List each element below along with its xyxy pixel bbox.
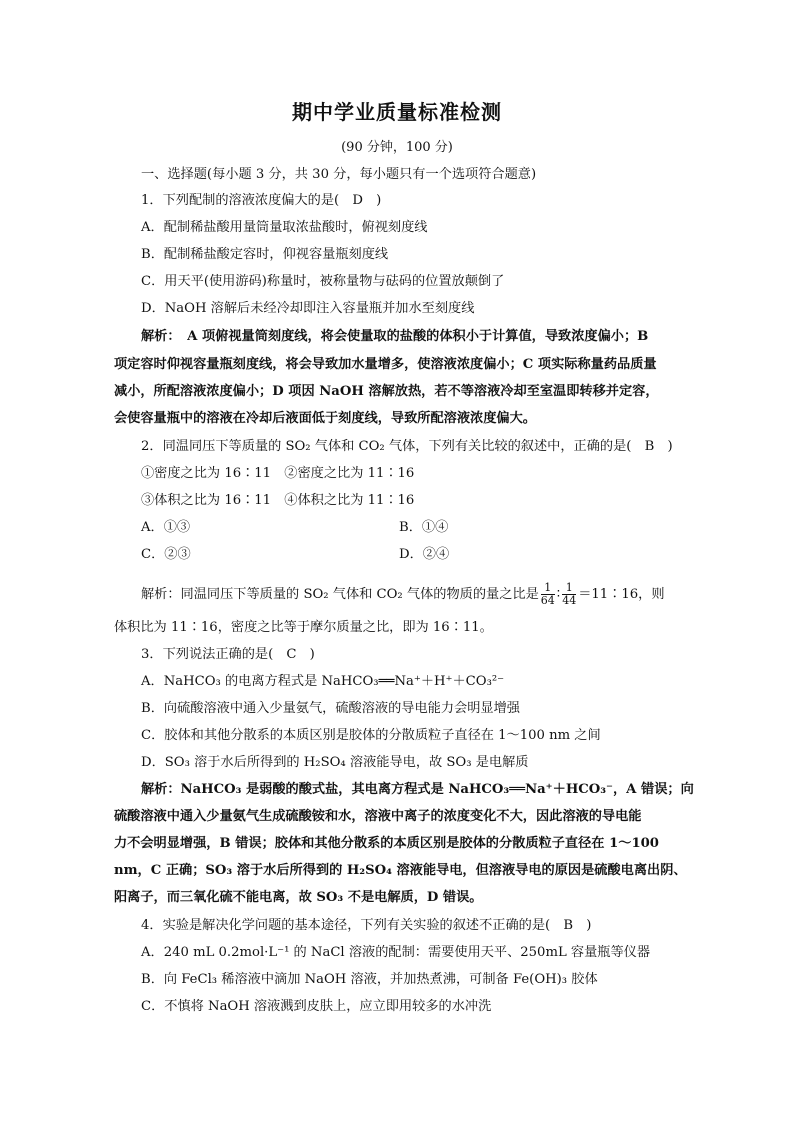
question-3-option-b: B．向硫酸溶液中通入少量氨气，硫酸溶液的导电能力会明显增强	[141, 701, 520, 716]
section-heading: 一、选择题(每小题 3 分，共 30 分，每小题只有一个选项符合题意)	[141, 167, 537, 182]
question-3-analysis-line: 解析：NaHCO₃ 是弱酸的酸式盐，其电离方程式是 NaHCO₃══Na⁺＋HCO₃⁻，A 错误；向	[141, 782, 694, 797]
question-3-option-c: C．胶体和其他分散系的本质区别是胶体的分散质粒子直径在 1～100 nm 之间	[141, 728, 601, 743]
question-2-statements: ①密度之比为 16∶11 ②密度之比为 11∶16	[141, 466, 415, 481]
question-1-option-c: C．用天平(使用游码)称量时，被称量物与砝码的位置放颠倒了	[141, 274, 505, 289]
question-1-analysis-line: 会使容量瓶中的溶液在冷却后液面低于刻度线，导致所配溶液浓度偏大。	[114, 411, 536, 426]
question-1-option-d: D．NaOH 溶解后未经冷却即注入容量瓶并加水至刻度线	[141, 301, 475, 316]
question-3-analysis-line: nm，C 正确；SO₃ 溶于水后所得到的 H₂SO₄ 溶液能导电，但溶液导电的原因是硫酸电离出阴、	[114, 863, 687, 878]
fraction: $\frac{1}{44}$	[562, 581, 577, 607]
question-4-option-c: C．不慎将 NaOH 溶液溅到皮肤上，应立即用较多的水冲洗	[141, 999, 492, 1014]
question-2-stem: 2．同温同压下等质量的 SO₂ 气体和 CO₂ 气体，下列有关比较的叙述中，正确的是( B )	[141, 439, 673, 454]
question-1-stem: 1．下列配制的溶液浓度偏大的是( D )	[141, 193, 382, 208]
question-4-option-a: A．240 mL 0.2mol·L⁻¹ 的 NaCl 溶液的配制：需要使用天平、250mL 容量瓶等仪器	[141, 945, 651, 960]
question-2-option-a: A．①③	[141, 520, 191, 535]
question-2-option-c: C．②③	[141, 547, 191, 562]
analysis-text: 解析：同温同压下等质量的 SO₂ 气体和 CO₂ 气体的物质的量之比是	[141, 587, 539, 602]
question-2-option-d: D．②④	[399, 547, 450, 562]
analysis-text: ＝11∶16，则	[578, 587, 665, 602]
question-3-option-a: A．NaHCO₃ 的电离方程式是 NaHCO₃══Na⁺＋H⁺＋CO₃²⁻	[141, 674, 505, 689]
exam-duration-score: (90 分钟，100 分)	[341, 140, 453, 155]
question-1-analysis-line: 减小，所配溶液浓度偏小；D 项因 NaOH 溶解放热，若不等溶液冷却至室温即转移并定容，	[114, 384, 659, 399]
question-2-analysis-line	[141, 582, 665, 607]
question-3-option-d: D．SO₃ 溶于水后所得到的 H₂SO₄ 溶液能导电，故 SO₃ 是电解质	[141, 755, 529, 770]
question-2-analysis-line: 体积比为 11∶16，密度之比等于摩尔质量之比，即为 16∶11。	[114, 620, 493, 635]
question-2-statements: ③体积之比为 16∶11 ④体积之比为 11∶16	[141, 493, 415, 508]
question-1-analysis-line: 项定容时仰视容量瓶刻度线，将会导致加水量增多，使溶液浓度偏小；C 项实际称量药品质量	[114, 357, 657, 372]
question-1-analysis-line: 解析： A 项俯视量筒刻度线，将会使量取的盐酸的体积小于计算值，导致浓度偏小；B	[141, 329, 649, 344]
fraction: $\frac{1}{64}$	[540, 581, 555, 607]
page-title: 期中学业质量标准检测	[292, 100, 502, 124]
question-1-option-b: B．配制稀盐酸定容时，仰视容量瓶刻度线	[141, 247, 389, 262]
ratio-separator: ∶	[556, 587, 561, 602]
question-4-stem: 4．实验是解决化学问题的基本途径，下列有关实验的叙述不正确的是( B )	[141, 918, 592, 933]
question-2-option-b: B．①④	[399, 520, 449, 535]
question-3-stem: 3．下列说法正确的是( C )	[141, 647, 315, 662]
question-3-analysis-line: 阳离子，而三氧化硫不能电离，故 SO₃ 不是电解质，D 错误。	[114, 890, 483, 905]
question-4-option-b: B．向 FeCl₃ 稀溶液中滴加 NaOH 溶液，并加热煮沸，可制备 Fe(OH)₃ 胶体	[141, 972, 598, 987]
question-3-analysis-line: 硫酸溶液中通入少量氨气生成硫酸铵和水，溶液中离子的浓度变化不大，因此溶液的导电能	[114, 809, 642, 824]
question-3-analysis-line: 力不会明显增强，B 错误；胶体和其他分散系的本质区别是胶体的分散质粒子直径在 1～100	[114, 836, 659, 851]
question-1-option-a: A．配制稀盐酸用量筒量取浓盐酸时，俯视刻度线	[141, 220, 428, 235]
